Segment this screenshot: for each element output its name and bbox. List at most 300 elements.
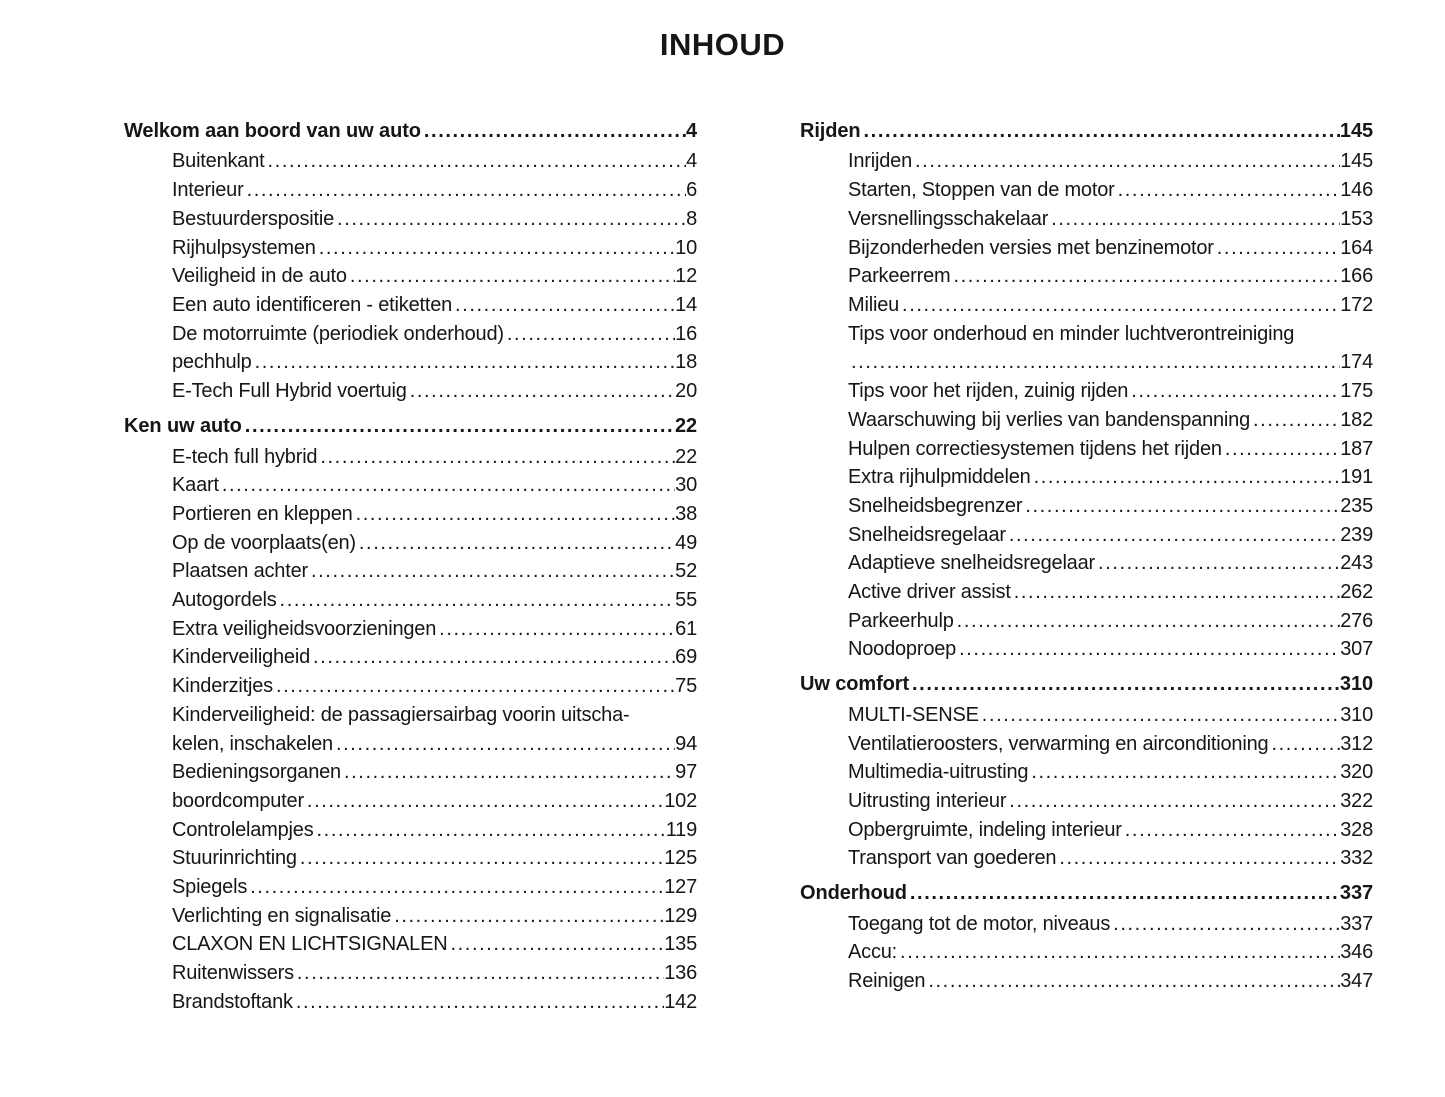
toc-entry-page: 22: [674, 414, 697, 437]
toc-entry-row: [800, 670, 1373, 699]
toc-entry[interactable]: [172, 787, 697, 816]
toc-entry-label: Verlichting en signalisatie: [172, 904, 392, 927]
dot-leader: [436, 615, 675, 644]
toc-entry-row: [848, 758, 1373, 787]
toc-entry-row: [848, 406, 1373, 435]
toc-entry-row: [172, 930, 697, 959]
dot-leader: [244, 176, 686, 205]
toc-entry-label: Veiligheid in de auto: [172, 265, 347, 288]
toc-entry-page: 166: [1340, 265, 1373, 288]
toc-entry-label-line: Tips voor onderhoud en minder luchtverontreiniging: [848, 322, 1295, 345]
toc-entry-row: [172, 320, 697, 349]
toc-entry-page: 332: [1340, 847, 1373, 870]
toc-section-items: [800, 147, 1373, 664]
toc-entry-row: [848, 463, 1373, 492]
toc-entry-row: [172, 471, 697, 500]
toc-entry-page: 182: [1340, 408, 1373, 431]
toc-entry-row: [172, 959, 697, 988]
toc-section-header[interactable]: [800, 117, 1373, 146]
toc-entry-page: 97: [675, 761, 697, 784]
page-title: INHOUD: [659, 27, 786, 62]
toc-entry-label: Kinderveiligheid: [172, 646, 311, 669]
toc-entry-row: [172, 672, 697, 701]
toc-entry-row: [172, 844, 697, 873]
toc-entry-page: 145: [1340, 150, 1373, 173]
dot-leader: [1128, 377, 1340, 406]
dot-leader: [504, 320, 675, 349]
dot-leader: [848, 348, 1340, 377]
toc-entry-label: Rijden: [800, 119, 861, 142]
dot-leader: [314, 816, 666, 845]
toc-entry[interactable]: [172, 176, 697, 205]
toc-section-header[interactable]: [800, 879, 1373, 908]
toc-entry-page: 38: [675, 502, 697, 525]
toc-entry[interactable]: [172, 500, 697, 529]
toc-entry[interactable]: [172, 205, 697, 234]
toc-entry-page: 61: [675, 617, 697, 640]
toc-entry-label: Ken uw auto: [124, 414, 242, 437]
toc-entry-label: E-Tech Full Hybrid voertuig: [172, 380, 407, 403]
toc: [0, 84, 1445, 1017]
toc-entry-row: [848, 435, 1373, 464]
dot-leader: [247, 873, 664, 902]
dot-leader: [1110, 910, 1340, 939]
toc-entry-row: [848, 844, 1373, 873]
toc-entry-row: [172, 787, 697, 816]
toc-entry-page: 346: [1340, 941, 1373, 964]
toc-entry-label: Transport van goederen: [848, 847, 1057, 870]
toc-entry[interactable]: [848, 205, 1373, 234]
toc-entry-label: Brandstoftank: [172, 990, 293, 1013]
toc-entry-row: [848, 578, 1373, 607]
toc-entry-label: Plaatsen achter: [172, 560, 308, 583]
toc-entry-page: 235: [1340, 494, 1373, 517]
dot-leader: [421, 117, 686, 146]
toc-entry-label: Kaart: [172, 474, 219, 497]
toc-entry-page: 18: [675, 351, 697, 374]
toc-entry[interactable]: [172, 758, 697, 787]
dot-leader: [1056, 844, 1340, 873]
toc-section: [800, 117, 1373, 664]
toc-entry-page: 22: [675, 445, 697, 468]
toc-entry-row: [172, 377, 697, 406]
toc-entry[interactable]: [848, 578, 1373, 607]
toc-entry-row: [172, 557, 697, 586]
toc-entry-page: 20: [675, 380, 697, 403]
toc-entry-row: [848, 291, 1373, 320]
toc-entry-row: [848, 176, 1373, 205]
toc-section: [124, 412, 697, 1017]
dot-leader: [925, 967, 1340, 996]
toc-entry-label: Uitrusting interieur: [848, 789, 1007, 812]
toc-entry-label: Toegang tot de motor, niveaus: [848, 912, 1111, 935]
dot-leader: [1006, 787, 1340, 816]
toc-entry[interactable]: [848, 549, 1373, 578]
toc-entry-row: [172, 262, 697, 291]
toc-entry[interactable]: [848, 967, 1373, 996]
toc-entry-label: Active driver assist: [848, 581, 1011, 604]
toc-entry[interactable]: [848, 758, 1373, 787]
toc-entry-label: Autogordels: [172, 589, 277, 612]
toc-entry-label: E-tech full hybrid: [172, 445, 318, 468]
toc-section-header[interactable]: [124, 412, 697, 441]
toc-entry-page: 320: [1340, 761, 1373, 784]
dot-leader: [1031, 463, 1341, 492]
toc-entry-page: 328: [1340, 818, 1373, 841]
toc-entry-row: [848, 730, 1373, 759]
toc-entry[interactable]: [172, 262, 697, 291]
toc-entry-page: 153: [1340, 207, 1373, 230]
toc-entry[interactable]: [172, 816, 697, 845]
toc-entry-label: Controlelampjes: [172, 818, 314, 841]
toc-entry[interactable]: [172, 959, 697, 988]
toc-entry-label: Bestuurderspositie: [172, 207, 335, 230]
toc-entry[interactable]: [848, 291, 1373, 320]
toc-entry-label: Interieur: [172, 179, 244, 202]
toc-entry-label: pechhulp: [172, 351, 252, 374]
toc-entry-label: Uw comfort: [800, 673, 910, 696]
toc-entry[interactable]: [848, 521, 1373, 550]
toc-entry[interactable]: [848, 262, 1373, 291]
toc-entry-row: [172, 348, 697, 377]
toc-entry-page: 145: [1339, 119, 1373, 142]
toc-entry-page: 4: [686, 150, 697, 173]
toc-entry-label: Multimedia-uitrusting: [848, 761, 1029, 784]
toc-entry[interactable]: [848, 816, 1373, 845]
toc-entry-page: 347: [1340, 970, 1373, 993]
toc-entry[interactable]: [172, 988, 697, 1017]
toc-entry-label: Rijhulpsystemen: [172, 236, 316, 259]
toc-entry[interactable]: [848, 607, 1373, 636]
toc-entry[interactable]: [172, 902, 697, 931]
toc-entry-row: [848, 635, 1373, 664]
toc-entry[interactable]: [848, 787, 1373, 816]
toc-entry-label: Hulpen correctiesystemen tijdens het rijden: [848, 437, 1222, 460]
toc-entry[interactable]: [848, 492, 1373, 521]
toc-entry[interactable]: [848, 938, 1373, 967]
dot-leader: [1028, 758, 1340, 787]
toc-section-items: [800, 701, 1373, 873]
toc-entry-row: [800, 879, 1373, 908]
dot-leader: [1011, 578, 1341, 607]
toc-entry-page: 55: [675, 589, 697, 612]
toc-entry[interactable]: [848, 844, 1373, 873]
toc-entry-page: 52: [675, 560, 697, 583]
toc-entry-row: [172, 730, 697, 759]
toc-entry-page: 119: [665, 818, 697, 841]
dot-leader: [452, 291, 675, 320]
toc-entry-page: 172: [1340, 293, 1373, 316]
toc-entry-page: 146: [1340, 179, 1373, 202]
toc-entry-page: 12: [675, 265, 697, 288]
toc-section-items: [124, 147, 697, 405]
toc-entry-page: 125: [664, 847, 697, 870]
toc-entry-row: [172, 443, 697, 472]
toc-section-header[interactable]: [124, 117, 697, 146]
toc-entry-row: [172, 586, 697, 615]
toc-section-items: [124, 443, 697, 1017]
toc-entry-label: De motorruimte (periodiek onderhoud): [172, 322, 504, 345]
dot-leader: [912, 147, 1340, 176]
toc-entry-label: Bijzonderheden versies met benzinemotor: [848, 236, 1214, 259]
toc-entry-label: boordcomputer: [172, 789, 304, 812]
dot-leader: [219, 471, 675, 500]
toc-entry-label: Parkeerhulp: [848, 609, 954, 632]
toc-entry-page: 312: [1340, 732, 1373, 755]
dot-leader: [297, 844, 664, 873]
toc-entry-page: 75: [675, 675, 697, 698]
toc-entry-label: Extra veiligheidsvoorzieningen: [172, 617, 437, 640]
dot-leader: [909, 670, 1340, 699]
dot-leader: [294, 959, 664, 988]
toc-section: [800, 879, 1373, 996]
toc-entry-row: [172, 643, 697, 672]
toc-entry[interactable]: [848, 320, 1373, 377]
toc-entry-row: [172, 988, 697, 1017]
toc-entry[interactable]: [848, 406, 1373, 435]
toc-entry-row: [848, 205, 1373, 234]
toc-entry[interactable]: [172, 291, 697, 320]
toc-entry-row: [848, 701, 1373, 730]
toc-entry[interactable]: [172, 930, 697, 959]
toc-entry-row: [848, 910, 1373, 939]
toc-entry-row: [848, 377, 1373, 406]
dot-leader: [308, 557, 675, 586]
toc-entry-page: 239: [1340, 523, 1373, 546]
toc-entry-label: Snelheidsbegrenzer: [848, 494, 1023, 517]
toc-entry-row: [172, 205, 697, 234]
toc-entry-row: [172, 816, 697, 845]
dot-leader: [407, 377, 675, 406]
toc-entry-page: 187: [1340, 437, 1373, 460]
dot-leader: [861, 117, 1340, 146]
toc-entry-page: 243: [1340, 552, 1373, 575]
toc-entry-label-line: Kinderveiligheid: de passagiersairbag voorin uitscha-: [172, 703, 630, 726]
toc-entry-label: Op de voorplaats(en): [172, 531, 356, 554]
toc-entry-row: [848, 967, 1373, 996]
toc-entry-label: Starten, Stoppen van de motor: [848, 179, 1115, 202]
toc-entry-row: [848, 787, 1373, 816]
toc-entry-row: [172, 758, 697, 787]
toc-entry[interactable]: [172, 873, 697, 902]
dot-leader: [979, 701, 1340, 730]
toc-entry[interactable]: [848, 147, 1373, 176]
toc-section: [800, 670, 1373, 873]
toc-entry-page: 10: [675, 236, 697, 259]
toc-entry-row: [172, 234, 697, 263]
toc-entry-page: 69: [675, 646, 697, 669]
toc-entry[interactable]: [848, 234, 1373, 263]
toc-entry-page: 262: [1340, 581, 1373, 604]
toc-entry[interactable]: [848, 463, 1373, 492]
toc-entry-page: 127: [664, 876, 697, 899]
toc-entry-row: [124, 412, 697, 441]
toc-entry[interactable]: [172, 529, 697, 558]
dot-leader: [956, 635, 1340, 664]
toc-entry-page: 16: [675, 322, 697, 345]
dot-leader: [333, 730, 675, 759]
toc-entry-label: Een auto identificeren - etiketten: [172, 293, 453, 316]
dot-leader: [310, 643, 675, 672]
toc-entry-label: Waarschuwing bij verlies van bandenspanning: [848, 408, 1251, 431]
toc-entry-label: Parkeerrem: [848, 265, 951, 288]
dot-leader: [1214, 234, 1340, 263]
toc-entry-page: 310: [1339, 673, 1373, 696]
toc-entry-row: [172, 500, 697, 529]
toc-entry-label: Bedieningsorganen: [172, 761, 341, 784]
toc-entry-page: 4: [685, 119, 697, 142]
toc-entry-row: [172, 147, 697, 176]
toc-entry-label: Noodoproep: [848, 638, 957, 661]
dot-leader: [265, 147, 687, 176]
toc-entry-row: [800, 117, 1373, 146]
toc-entry-label: Buitenkant: [172, 150, 265, 173]
toc-entry[interactable]: [172, 557, 697, 586]
toc-entry[interactable]: [848, 701, 1373, 730]
toc-entry-label: kelen, inschakelen: [172, 732, 333, 755]
toc-entry-label: Onderhoud: [800, 882, 907, 905]
toc-entry-label: CLAXON EN LICHTSIGNALEN: [172, 933, 448, 956]
toc-entry-page: 14: [675, 293, 697, 316]
toc-entry-page: 307: [1340, 638, 1373, 661]
toc-entry-row: [848, 521, 1373, 550]
toc-entry-label: Spiegels: [172, 876, 248, 899]
toc-entry-label: Versnellingsschakelaar: [848, 207, 1049, 230]
toc-entry-page: 30: [675, 474, 697, 497]
dot-leader: [277, 586, 676, 615]
toc-entry[interactable]: [172, 615, 697, 644]
toc-entry-label: Tips voor het rijden, zuinig rijden: [848, 380, 1129, 403]
toc-entry-label: Ruitenwissers: [172, 962, 294, 985]
toc-entry-row: [172, 902, 697, 931]
toc-entry-page: 102: [664, 789, 697, 812]
toc-entry[interactable]: [172, 234, 697, 263]
toc-column-left: [124, 117, 697, 1017]
toc-entry-page: 175: [1340, 380, 1373, 403]
dot-leader: [1006, 521, 1340, 550]
dot-leader: [1095, 549, 1340, 578]
dot-leader: [950, 262, 1340, 291]
toc-entry-row: [848, 147, 1373, 176]
toc-entry-label: Welkom aan boord van uw auto: [124, 119, 421, 142]
toc-entry[interactable]: [172, 320, 697, 349]
toc-entry[interactable]: [172, 844, 697, 873]
toc-entry[interactable]: [848, 176, 1373, 205]
toc-section-header[interactable]: [800, 670, 1373, 699]
toc-entry[interactable]: [848, 435, 1373, 464]
toc-entry[interactable]: [172, 443, 697, 472]
toc-entry[interactable]: [848, 910, 1373, 939]
toc-entry-row: [848, 234, 1373, 263]
toc-entry-label: Reinigen: [848, 970, 926, 993]
toc-entry-row: [172, 291, 697, 320]
toc-entry[interactable]: [172, 348, 697, 377]
toc-entry[interactable]: [848, 635, 1373, 664]
toc-entry-row: [848, 492, 1373, 521]
dot-leader: [334, 205, 686, 234]
dot-leader: [897, 938, 1340, 967]
dot-leader: [317, 443, 675, 472]
toc-entry-row: [848, 607, 1373, 636]
toc-entry-row: [848, 348, 1373, 377]
toc-entry[interactable]: [172, 643, 697, 672]
toc-column-right: [800, 117, 1373, 996]
dot-leader: [293, 988, 664, 1017]
toc-entry-page: 310: [1340, 703, 1373, 726]
dot-leader: [353, 500, 676, 529]
toc-entry-label: Extra rijhulpmiddelen: [848, 466, 1031, 489]
dot-leader: [341, 758, 675, 787]
toc-entry-page: 8: [686, 207, 697, 230]
dot-leader: [304, 787, 664, 816]
toc-entry-label: Kinderzitjes: [172, 675, 273, 698]
toc-entry-page: 322: [1340, 789, 1373, 812]
toc-entry-page: 337: [1340, 912, 1373, 935]
toc-entry[interactable]: [172, 377, 697, 406]
toc-entry-page: 94: [675, 732, 697, 755]
toc-entry-row: [172, 615, 697, 644]
toc-entry-label: Stuurinrichting: [172, 847, 297, 870]
dot-leader: [347, 262, 675, 291]
dot-leader: [907, 879, 1340, 908]
dot-leader: [391, 902, 664, 931]
toc-entry-row: [848, 549, 1373, 578]
toc-entry-row: [124, 117, 697, 146]
dot-leader: [1022, 492, 1340, 521]
toc-entry-page: 142: [664, 990, 697, 1013]
toc-entry-row: [848, 262, 1373, 291]
toc-entry-page: 164: [1340, 236, 1373, 259]
dot-leader: [273, 672, 675, 701]
toc-entry-label: Snelheidsregelaar: [848, 523, 1006, 546]
toc-entry-label: Opbergruimte, indeling interieur: [848, 818, 1122, 841]
toc-section-items: [800, 910, 1373, 996]
toc-entry[interactable]: [172, 147, 697, 176]
toc-entry-page: 191: [1340, 466, 1373, 489]
toc-entry-row: [172, 529, 697, 558]
dot-leader: [1048, 205, 1340, 234]
toc-entry[interactable]: [848, 730, 1373, 759]
dot-leader: [1250, 406, 1340, 435]
dot-leader: [316, 234, 675, 263]
dot-leader: [356, 529, 675, 558]
toc-entry-label: Accu:: [848, 941, 898, 964]
toc-entry[interactable]: [172, 471, 697, 500]
toc-entry[interactable]: [172, 586, 697, 615]
toc-entry[interactable]: [172, 701, 697, 758]
dot-leader: [1222, 435, 1340, 464]
toc-entry-page: 49: [675, 531, 697, 554]
toc-entry-page: 135: [664, 933, 697, 956]
toc-entry[interactable]: [172, 672, 697, 701]
toc-entry-label: Milieu: [848, 293, 900, 316]
toc-entry[interactable]: [848, 377, 1373, 406]
toc-entry-row: [848, 938, 1373, 967]
toc-entry-page: 276: [1340, 609, 1373, 632]
toc-entry-page: 6: [686, 179, 697, 202]
toc-entry-label: Inrijden: [848, 150, 912, 173]
dot-leader: [1115, 176, 1341, 205]
toc-entry-label: Portieren en kleppen: [172, 502, 353, 525]
toc-entry-page: 174: [1340, 351, 1373, 374]
dot-leader: [252, 348, 676, 377]
toc-entry-label: MULTI-SENSE: [848, 703, 979, 726]
dot-leader: [899, 291, 1340, 320]
toc-section: [124, 117, 697, 406]
toc-entry-row: [848, 816, 1373, 845]
toc-entry-label: Ventilatieroosters, verwarming en airconditioning: [848, 732, 1269, 755]
dot-leader: [1122, 816, 1340, 845]
